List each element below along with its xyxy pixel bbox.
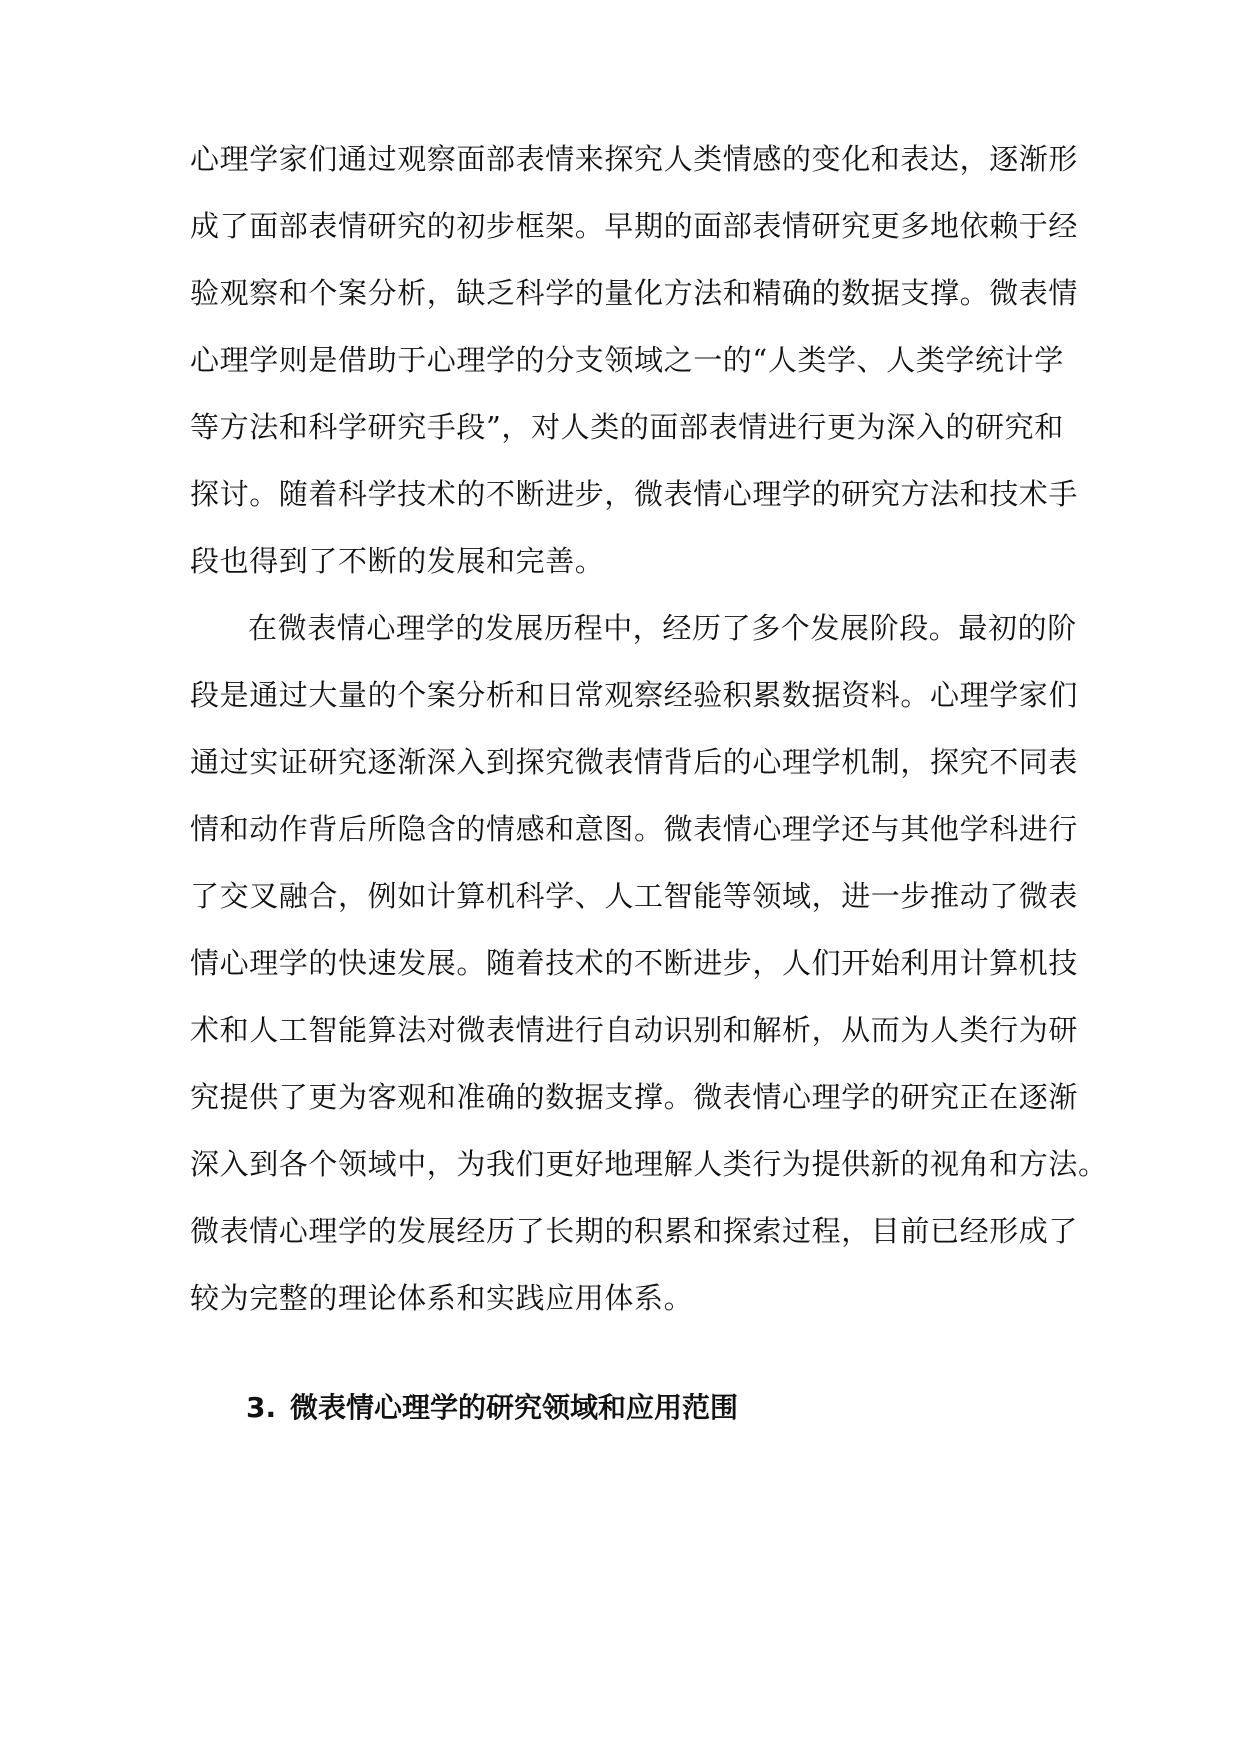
text-line: 段是通过大量的个案分析和日常观察经验积累数据资料。心理学家们 <box>190 678 1079 712</box>
text-line: 较为完整的理论体系和实践应用体系。 <box>190 1281 694 1315</box>
text-line: 成了面部表情研究的初步框架。早期的面部表情研究更多地依赖于经 <box>190 209 1079 243</box>
text-line: 探讨。随着科学技术的不断进步，微表情心理学的研究方法和技术手 <box>190 477 1079 511</box>
text-line: 术和人工智能算法对微表情进行自动识别和解析，从而为人类行为研 <box>190 1013 1079 1047</box>
text-line: 在微表情心理学的发展历程中，经历了多个发展阶段。最初的阶 <box>248 611 1077 645</box>
text-line: 了交叉融合，例如计算机科学、人工智能等领域，进一步推动了微表 <box>190 879 1079 913</box>
text-line: 心理学家们通过观察面部表情来探究人类情感的变化和表达，逐渐形 <box>190 142 1079 176</box>
text-line: 情心理学的快速发展。随着技术的不断进步，人们开始利用计算机技 <box>190 946 1079 980</box>
text-line: 深入到各个领域中，为我们更好地理解人类行为提供新的视角和方法。 <box>190 1147 1108 1181</box>
section-number: 3. <box>246 1391 277 1424</box>
text-line: 心理学则是借助于心理学的分支领域之一的“人类学、人类学统计学 <box>190 343 1064 377</box>
section-heading <box>246 1378 1046 1438</box>
text-line: 验观察和个案分析，缺乏科学的量化方法和精确的数据支撑。微表情 <box>190 276 1079 310</box>
text-line: 等方法和科学研究手段”，对人类的面部表情进行更为深入的研究和 <box>190 410 1064 444</box>
text-line: 通过实证研究逐渐深入到探究微表情背后的心理学机制，探究不同表 <box>190 745 1079 779</box>
text-line: 微表情心理学的发展经历了长期的积累和探索过程，目前已经形成了 <box>190 1214 1079 1248</box>
text-line: 段也得到了不断的发展和完善。 <box>190 544 605 578</box>
text-line: 情和动作背后所隐含的情感和意图。微表情心理学还与其他学科进行 <box>190 812 1079 846</box>
text-line: 究提供了更为客观和准确的数据支撑。微表情心理学的研究正在逐渐 <box>190 1080 1079 1114</box>
section-title: 微表情心理学的研究领域和应用范围 <box>290 1391 739 1424</box>
